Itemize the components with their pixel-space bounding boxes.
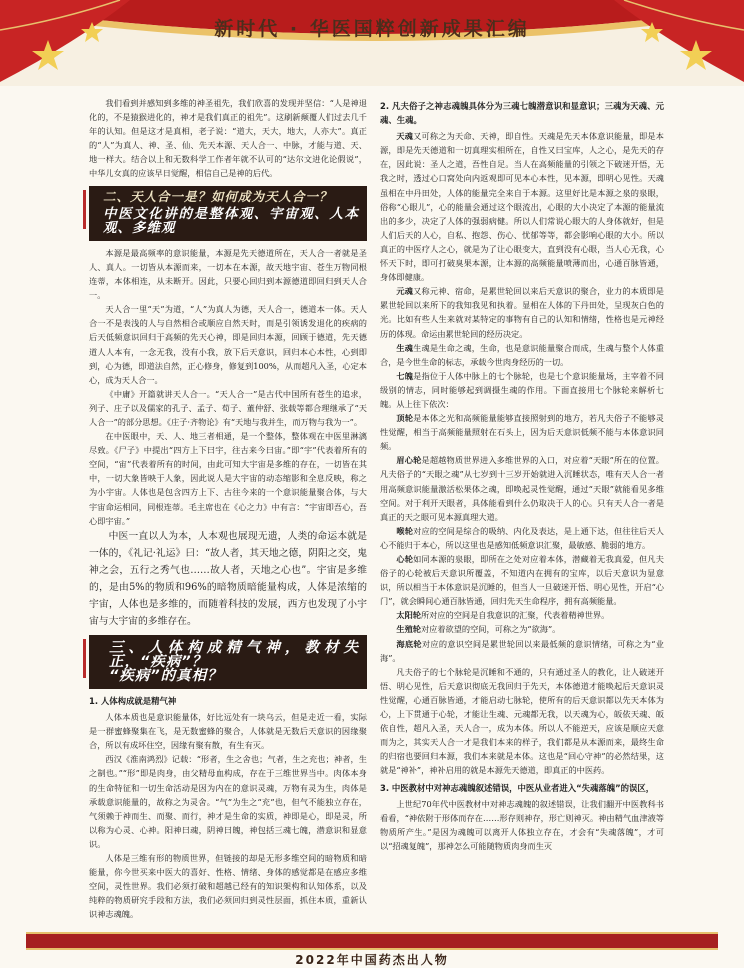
paragraph-houlun — [380, 524, 664, 552]
paragraph-large: 中医一直以人为本，人本观也展现无遗，人类的命运本就是一体的，《礼记·礼运》曰：“故人者，其天地之德，阴阳之交，鬼神之会，五行之秀气也……故人者，天地之心也”。宇宙是多维的，是由5%的物质和96%的暗物质暗能量构成，人体是浓缩的宇宙，人体也是多维的，而随着科技的发展，西方也发现了小宇宙与大宇宙的多维存在。 — [89, 530, 367, 627]
keyword: 生殖轮 — [396, 624, 421, 635]
keyword: 喉轮 — [396, 525, 414, 536]
paragraph: 《中庸》开篇就讲天人合一。“天人合一”是古代中国所有苍生的追求，列子、庄子以及儒家的孔子、孟子、荀子、董仲舒、张载等都合理继承了“天人合一”的部分思想。《庄子·齐物论》有“天地与我并生，而万物与我为一”。 — [89, 388, 367, 427]
paragraph-tianhun — [380, 129, 664, 284]
paragraph-text: 生魂是生命之魂，生命，也是意识能量聚合而成，生魂与整个人体重合，是今世生命的标志，承载今世肉身经历的一切。 — [380, 342, 664, 367]
page-footer — [0, 922, 744, 968]
page-header — [0, 0, 744, 86]
section-heading: “疾病”的真相？ — [109, 667, 223, 684]
paragraph: 我们看到并感知到多维的神圣祖先，我们欣喜的发现并坚信：“人是神退化的，不是猿猴进化的，神才是我们真正的祖先”。这刷新颠覆人们过去几千年的认知。但是这才是真相，老子说：“道大，天大，地大，人亦大”。真正的“人”为真人、神、圣、仙、先天本源、天人合一、中脉，才能与道、天、地一样大。结合以上和无数科学工作者年就不认可的“达尔文进化论假说”，中华儿女真的应该早日觉醒，相信自己是神的后代。 — [89, 98, 367, 179]
paragraph-xinlun — [380, 552, 664, 608]
paragraph: 人体是三维有形的物质世界，但链接的却是无形多维空间的暗物质和暗能量，你今世买来中医大的喜好、性格、情绪、身体的感觉都是在感应多维空间，灵性世界。我们必须打破和超越已经有的知识架构和认知体系，以及纯粹的物质研究手段和方法，我们必须回归到灵性层面，抓住本质，重新认识神志魂魄。 — [89, 853, 367, 920]
keyword: 眉心轮 — [396, 455, 422, 466]
paragraph-text: 又称元神、宿命，是累世轮回以来后天意识的聚合，业力的本质即是累世轮回以来所下的我知我见和执着。显相在人体的下丹田处，呈现灰白色的光。比如有些人生来就对某特定的事物有自己的认知和情绪，性格也是元神经历的体现。命运由累世轮回的经历决定。 — [380, 286, 664, 339]
paragraph-qipo — [380, 369, 664, 411]
subsection-heading: 2. 凡夫俗子之神志魂魄具体分为三魂七魄潜意识和显意识；三魂为天魂、元魂、生魂。 — [380, 101, 664, 126]
subsection-heading: 1. 人体构成就是精气神 — [89, 696, 177, 706]
paragraph-text: 又可称之为天命、天神，即自性。天魂是先天本体意识能量，即是本源，即是先天德道和一切真理实相所在，自性又曰宝库，人之心，是先天的存在，因此说：圣人之道，吾性自足。当人在高频能量的引领之下破迷开悟，无我之时，透过心口窝处向内返观即可见本心本性，见本源，即明心见性。天魂虽相在中丹田处，人体的能量完全来自于本源。这里好比是本源之泉的泉眼，俗称“心眼儿”，心的能量会通过这个眼流出，心眼的大小决定了本源的能量流出的多少，决定了人体的强弱病健。所以人们常说心眼大的人身体就好，但是人们后天的人心，自私、抱怨、伤心、忧郁等等，都会影响心眼的大小。所以真正的中医疗人之心，就是为了让心眼变大，直到没有心眼，当人心无我，心怀天下时，即可打破臭果本源，让本源的高频能量喷薄而出，心通百脉皆通，身体即健康。 — [380, 131, 664, 283]
subsection-heading: 3. 中医教材中对神志魂魄叙述错误，中医从业者进入“失魂落魄”的误区， — [380, 782, 655, 793]
paragraph: 本源是最高频率的意识能量，本源是先天德道所在，天人合一者就是圣人、真人。一切皆从本源而来，一切本在本源，故天地宇宙、苍生万物同根连蒂，本体相连，从未断开。因此，只要心回归到本源德道即回归到天人合一。 — [89, 247, 367, 301]
section-heading: 二、天人合一是？如何成为天人合一？ — [103, 188, 333, 204]
section-subheading: 中医文化讲的是整体观、宇宙观、人本观、多维观 — [103, 205, 359, 236]
keyword: 太阳轮 — [396, 610, 421, 621]
paragraph-haidi — [380, 637, 664, 665]
section-banner-3 — [89, 635, 367, 689]
paragraph-text: 对应着欲望的空间，可称之为“欲海”。 — [420, 624, 561, 635]
paragraph-text: 所对应的空间是自我意识的汇聚，代表着精神世界。 — [420, 610, 610, 621]
paragraph-shengzhi — [380, 622, 664, 636]
keyword: 生魂 — [396, 342, 414, 353]
section-banner-2 — [89, 186, 367, 241]
paragraph: 西汉《淮南鸿烈》记载：“形者，生之舍也；气者，生之充也；神者，生之制也。”“形”即是肉身，由父精母血构成，存在于三维世界当中。肉体本身的生命特征和一切生命活动是因为内在的意识灵魂，万物有灵为生，肉体是承载意识能量的，故称之为灵舍。“气”为生之“充”也，但气不能独立存在，气须赖于神而生、而聚、而行，神才是生命的实质，神即是心，即是灵，所以称为心灵、心神。阳神曰魂，阴神曰魄，神包括三魂七魄，潜意识和显意识。 — [89, 754, 367, 849]
header-decoration — [0, 0, 744, 86]
keyword: 顶轮 — [396, 413, 414, 424]
section-heading: 三、人体构成精气神，教材失正，“疾病”？ — [109, 639, 359, 670]
paragraph: 凡夫俗子的七个脉轮是沉睡和不通的，只有通过圣人的教化，让人破迷开悟、明心见性，后天意识彻底无我回归于先天，本体德道才能唤起后天意识灵性觉醒，心通百脉皆通，才能启动七脉轮，使所有的后天意识都以先天本体为心，上下贯通于心轮，才能让生魂、元魂都无我，以天魂为心，皈依天魂、皈依自性，超凡入圣，天人合一，成为本体。所以人不能逆天，应该是顺应天意而为之，其实天人合一才是我们本来的样子，我们都是从本源而来，最终生命的归宿也要回归本源，我们本来就是本体。这也是“回心守神”的必然结果，这就是“神补”，神补启用的就是本源先天德道，即真正的中医药。 — [380, 666, 664, 776]
keyword: 元魂 — [396, 286, 414, 297]
paragraph-shenghun — [380, 341, 664, 369]
paragraph-text: 是本体之光和高频能量能够直接照射到的地方，若凡夫俗子不能够灵性觉醒，相当于高频能量照射在石头上，因为后天意识低频不能与本体意识同频。 — [380, 413, 664, 452]
paragraph-dinglun — [380, 411, 664, 453]
paragraph-text: 是指位于人体中脉上的七个脉轮，也是七个意识能量场，主宰着不同级别的情志，同时能够起到调摄生魂的作用。下面直接用七个脉轮来解析七魄。从上往下依次： — [380, 370, 664, 409]
paragraph-taiyang — [380, 608, 664, 622]
paragraph-text: 是超越物质世界进入多维世界的入口，对应着“天眼”所在的位置。凡夫俗子的“天眼之魂”从七岁到十三岁开始就进入沉睡状态，唯有天人合一者用高频意识能量激活松果体之魂，即唤起灵性觉醒，通过“天眼”就能看见多维空间。对于利开天眼者，具体能看到什么仍取决于人的心。只有天人合一者是真正的天之眼可见本源真理大道。 — [380, 455, 664, 522]
keyword: 天魂 — [396, 131, 414, 142]
footer-title: 2022年中国药杰出人物 — [295, 953, 449, 967]
paragraph-text: 如同本源的泉眼，即所在之处对应着本体，潜藏着无我真爱，但凡夫俗子的心轮被后天意识所覆盖，不知道内在拥有的宝库，以后天意识为显意识，所以相当于本体意识是沉睡的，但当人一旦破迷开悟、明心见性，开启“心门”，就会瞬间心通百脉皆通，回归先天生命程序，拥有高频能量。 — [380, 554, 664, 607]
footer-ornament-band — [26, 932, 718, 950]
keyword: 海底轮 — [396, 638, 422, 649]
right-column — [380, 96, 664, 853]
paragraph: 人体本质也是意识能量体，好比远处有一块乌云，但是走近一看，实际是一群蜜蜂聚集在飞，是无数蜜蜂的聚合，人体就是无数后天意识的因缘聚合，所以有成坏住空，因缘有聚有散，有生有灭。 — [89, 712, 367, 751]
paragraph-yuanhun — [380, 284, 664, 340]
paragraph-text: 对应的空间是综合的吸纳、内化及表达，是上通下达，但往往后天人心不能归于本心，所以这里也是感知低频意识汇聚，最敏感、脆弱的地方。 — [380, 525, 664, 550]
left-column — [89, 96, 367, 922]
keyword: 七魄 — [396, 370, 414, 381]
paragraph: 上世纪70年代中医教材中对神志魂魄的叙述错误，让我们翻开中医教科书看看，“神依附于形体而存在……形存则神存，形亡则神灭。神由精气血津液等物质所产生。”是因为魂魄可以离开人体独立存在，才会有“失魂落魄”，才可以“招魂复魄”，那神怎么可能随物质肉身而生灭 — [380, 798, 664, 851]
paragraph: 天人合一里“天”为道，“人”为真人为德，天人合一，德道本一体。天人合一不是表浅的人与自然相合或顺应自然天时，而是引领诱发退化的疾病的后天低频意识回归于高频的先天心神，即是回归本源，回顾于德道，先天德道人人本有，一念无我，没有小我，放下后天意识，回归本心本性，心到即到，心为德，即道法自然，正心修身，修复到100%，从而超凡入圣，心定本心，成为天人合一。 — [89, 304, 367, 385]
header-title: 新时代 · 华医国粹创新成果汇编 — [214, 18, 530, 40]
paragraph: 在中医眼中，天、人、地三者相通，是一个整体，整体观在中医里淋漓尽致。《尸子》中提出“四方上下曰宇，往古来今曰宙。”即“宇”代表着所有的空间，“宙”代表着所有的时间，由此可知大宇宙是多维的存在，一切皆在其中，一切大象皆映于人象，因此说人是大宇宙的动态缩影和全息反映，称之为小宇宙。人体也是包含四方上下、古往今来的一个意识能量聚合体，与大宇宙命运相同，同根连蒂。毛主席也在《心之力》中有言：“宇宙即吾心，吾心即宇宙。” — [89, 431, 367, 526]
keyword: 心轮 — [396, 554, 414, 564]
paragraph-text: 对应的意识空间是累世轮回以来最低频的意识情绪，可称之为“业海”。 — [380, 638, 664, 663]
paragraph-meixin — [380, 453, 664, 523]
